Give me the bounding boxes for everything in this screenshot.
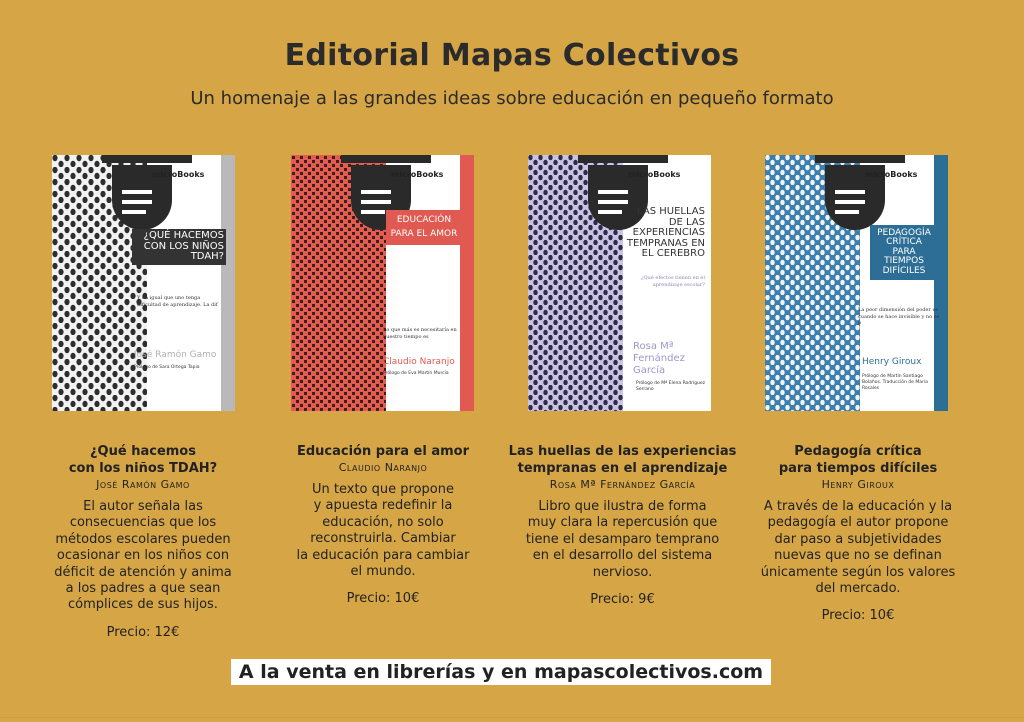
cover-author: José Ramón Gamo [134,350,217,360]
cover-blurb: Lo que más es necesitaría en nuestro tiempo es [383,327,457,340]
book-cover-tdah[interactable] [52,155,235,411]
book-author: Rosa Mª Fernández García [549,478,696,491]
book-author: José Ramón Gamo [96,478,190,491]
book-title-line1: Las huellas de las experiencias [508,444,737,459]
book-description: El autor señala las consecuencias que los métodos escolares pueden ocasionar en los niños con déficit de atención y anima a los padres a que sean cómplices de sus hijos. [54,499,232,613]
cover-blurb: ¿Qué efectos tienen en el aprendizaje escolar? [640,275,705,288]
brand-label: microBooks [865,170,918,179]
cover-credit: Prólogo de Mª Elena Rodríguez Serrano [636,381,706,392]
cover-accent-bar [934,155,948,411]
book-title-line2: tempranas en el aprendizaje [517,461,728,476]
brand-label: microBooks [152,170,205,179]
book-description: Libro que ilustra de forma muy clara la repercusión que tiene el desamparo temprano en el desarrollo del sistema nervioso. [525,499,720,580]
book-price: Precio: 9€ [590,592,655,608]
book-price: Precio: 10€ [821,608,895,624]
page-subtitle: Un homenaje a las grandes ideas sobre educación en pequeño formato [190,88,834,109]
cover-accent-bar [460,155,474,411]
book-title-line1: ¿Qué hacemos [90,444,196,459]
cover-author: Claudio Naranjo [383,357,455,367]
book-cover-huellas[interactable] [528,155,711,411]
cover-credit: Prólogo de Sara Ortega Tapia [134,365,200,370]
book-title-line2: para tiempos difíciles [778,461,938,476]
cover-credit: Prólogo de Eva Martín Murcia [383,371,449,376]
book-title-line1: Pedagogía crítica [794,444,922,459]
book-info-tdah [38,443,248,641]
cover-blurb: La peor dimensión del poder es cuando se hace invisible y no se p [858,307,940,326]
cover-author: Henry Giroux [862,357,922,367]
book-cover-amor[interactable] [291,155,474,411]
brand-label: microBooks [391,170,444,179]
cover-author: Rosa Mª Fernández García [633,341,685,376]
cover-headline: ¿QUÉ HACEMOS CON LOS NIÑOS TDAH? [132,229,226,265]
cover-blurb: Y da igual que uno tenga dificultad de aprendizaje. La dif [137,295,218,308]
book-price: Precio: 10€ [346,591,420,607]
book-description: A través de la educación y la pedagogía el autor propone dar paso a subjetividades nuevas que no se definan únicamente según los valores del mercado. [760,499,956,597]
book-author: Claudio Naranjo [338,461,428,474]
book-title-line2: con los niños TDAH? [68,461,218,476]
book-info-amor [278,443,488,607]
book-info-huellas [505,443,740,608]
bottom-divider [0,717,1024,718]
cover-accent-bar [221,155,235,411]
book-description: Un texto que propone y apuesta redefinir la educación, no solo reconstruirla. Cambiar la educación para cambiar el mundo. [296,482,470,580]
cover-headline: LAS HUELLAS DE LAS EXPERIENCIAS TEMPRANAS EN EL CEREBRO [626,206,705,259]
book-cover-pedagogia[interactable] [765,155,948,411]
cover-headline: EDUCACIÓN PARA EL AMOR [386,210,462,245]
page-title: Editorial Mapas Colectivos [284,38,740,73]
cover-credit: Prólogo de Martín Santiago Bolaños. Traducción de Maria Rosales [862,374,928,391]
book-price: Precio: 12€ [106,624,180,640]
brand-label: microBooks [628,170,681,179]
book-info-pedagogia [748,443,968,624]
book-title-line1: Educación para el amor [296,444,470,459]
book-author: Henry Giroux [821,478,895,491]
sales-banner[interactable]: A la venta en librerías y en mapascolectivos.com [231,659,771,685]
cover-headline: PEDAGOGÍA CRÍTICA PARA TIEMPOS DIFÍCILES [870,225,938,280]
